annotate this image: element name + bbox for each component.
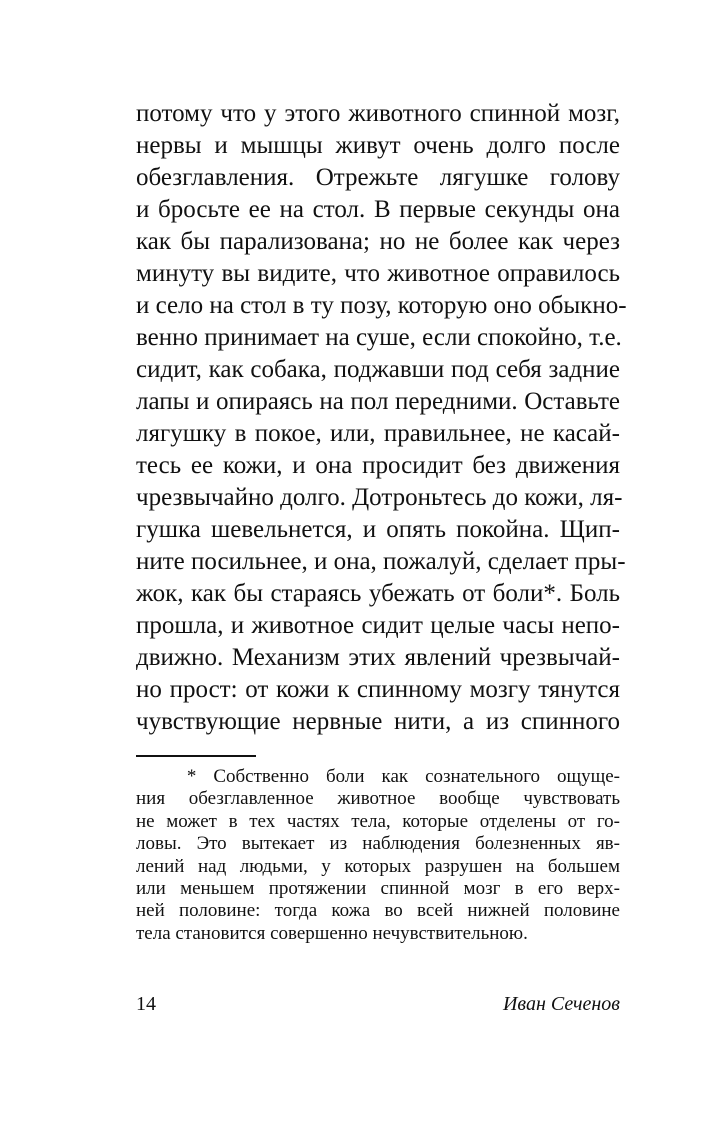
footnote-line: ней половине: тогда кожа во всей нижней половине (136, 900, 620, 922)
footnote-line: ния обезглавленное животное вообще чувствовать (136, 788, 620, 810)
text-line: чрезвычайно долго. Дотроньтесь до кожи, ля- (136, 484, 623, 511)
footnote-line: ловы. Это вытекает из наблюдения болезненных яв- (136, 833, 620, 855)
running-footer-author: Иван Сеченов (502, 993, 620, 1015)
text-line: потому что у этого животного спинной мозг, (136, 100, 620, 127)
text-line: как бы парализована; но не более как через (136, 228, 620, 255)
text-line: прошла, и животное сидит целые часы непо- (136, 612, 620, 639)
text-line: нервы и мышцы живут очень долго после (136, 132, 620, 159)
footnote-line: не может в тех частях тела, которые отделены от го- (136, 810, 620, 832)
footnote-line: лений над людьми, у которых разрушен на большем (136, 855, 620, 877)
footnote-line: тела становится совершенно нечувствительною. (136, 922, 528, 944)
text-line: обезглавления. Отрежьте лягушке голову (136, 164, 620, 191)
footnote-line: или меньшем протяжении спинной мозг в его верх- (136, 877, 620, 899)
text-line: сидит, как собака, поджавши под себя задние (136, 356, 620, 383)
text-line: лягушку в покое, или, правильнее, не касай- (136, 420, 620, 447)
main-text (136, 98, 627, 738)
text-line: минуту вы видите, что животное оправилось (136, 260, 620, 287)
footnote-line: * Собственно боли как сознательного ощуще- (136, 766, 620, 787)
text-line: ните посильнее, и она, пожалуй, сделает пры- (136, 548, 626, 575)
text-line: и бросьте ее на стол. В первые секунды она (136, 196, 620, 223)
footnote-divider (136, 755, 256, 757)
text-line: движно. Механизм этих явлений чрезвычай- (136, 644, 620, 671)
text-line: венно принимает на суше, если спокойно, т.е. (136, 324, 622, 351)
text-line: лапы и опираясь на пол передними. Оставьте (136, 388, 620, 415)
text-line: и село на стол в ту позу, которую оно обыкно- (136, 292, 627, 319)
page-number: 14 (136, 993, 156, 1015)
text-line: жок, как бы стараясь убежать от боли*. Боль (136, 580, 620, 607)
text-line: но прост: от кожи к спинному мозгу тянутся (136, 676, 620, 703)
text-line: гушка шевельнется, и опять покойна. Щип- (136, 516, 620, 543)
footnote (136, 766, 620, 945)
text-line: тесь ее кожи, и она просидит без движения (136, 452, 620, 479)
text-line: чувствующие нервные нити, а из спинного (136, 708, 620, 735)
